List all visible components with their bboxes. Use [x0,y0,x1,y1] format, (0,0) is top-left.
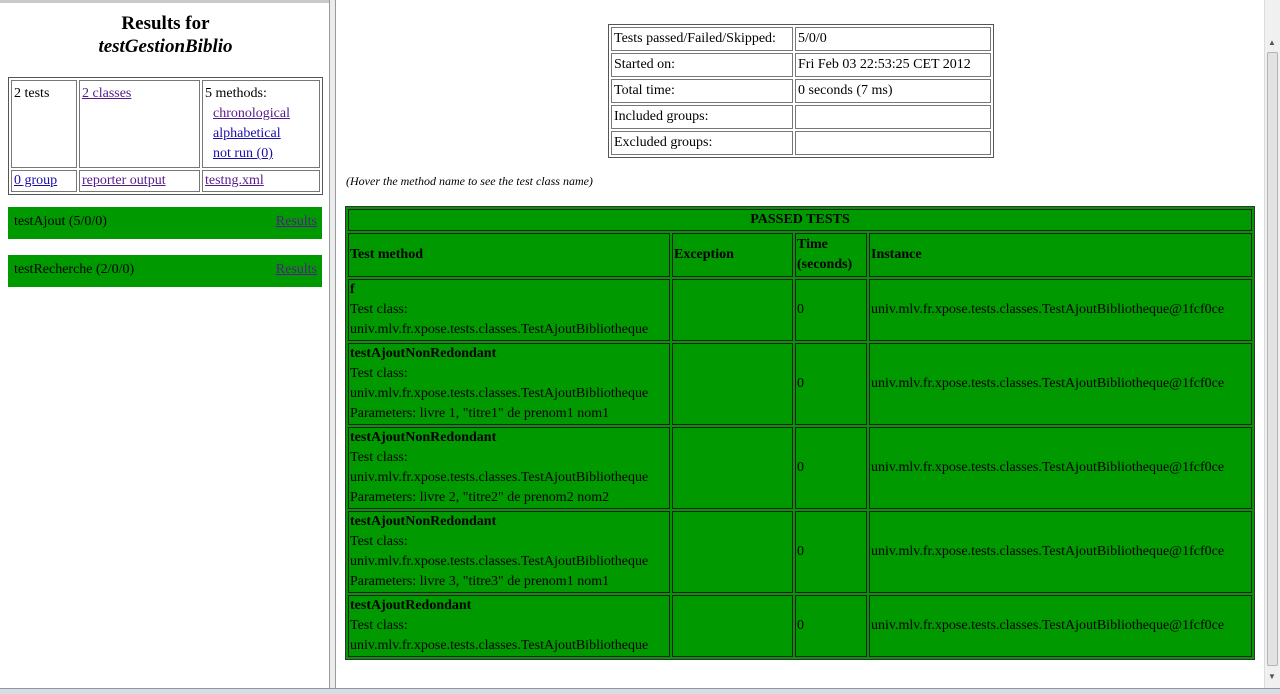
instance-cell: univ.mlv.fr.xpose.tests.classes.TestAjoutBibliotheque@1fcf0ce [869,343,1252,425]
alphabetical-link[interactable]: alphabetical [213,126,281,141]
info-value: Fri Feb 03 22:53:25 CET 2012 [795,53,991,77]
time-cell: 0 [795,279,867,341]
test-class-label: Test class: [350,534,408,549]
test-class-name: univ.mlv.fr.xpose.tests.classes.TestAjoutBibliotheque [350,638,649,653]
test-method-cell [348,511,670,593]
test-class-label: Test class: [350,302,408,317]
info-label: Total time: [611,79,793,103]
test-method-cell [348,595,670,657]
passed-tests-caption: PASSED TESTS [348,209,1252,231]
vertical-scrollbar[interactable] [1264,0,1280,688]
table-row [348,511,1252,593]
exception-cell [672,427,793,509]
test-class-name: univ.mlv.fr.xpose.tests.classes.TestAjoutBibliotheque [350,554,649,569]
suite-name-title: testGestionBiblio [98,36,233,57]
taskbar [0,688,1280,694]
parameters: Parameters: livre 3, "titre3" de prenom1 nom1 [350,574,610,589]
testng-xml-link[interactable]: testng.xml [205,173,264,188]
test-method-cell [348,279,670,341]
time-cell: 0 [795,595,867,657]
time-cell: 0 [795,427,867,509]
scroll-down-arrow-icon[interactable]: ▼ [1268,672,1276,681]
result-rows [348,279,1252,657]
info-label: Tests passed/Failed/Skipped: [611,27,793,51]
info-value [795,131,991,155]
info-row [611,79,991,103]
info-row [611,53,991,77]
method-name[interactable]: testAjoutNonRedondant [350,346,497,361]
summary-table [8,77,323,195]
info-label: Included groups: [611,105,793,129]
right-frame [336,0,1264,688]
test-class-name: univ.mlv.fr.xpose.tests.classes.TestAjoutBibliotheque [350,322,649,337]
test-class-name: univ.mlv.fr.xpose.tests.classes.TestAjoutBibliotheque [350,386,649,401]
hover-note: (Hover the method name to see the test class name) [346,174,593,188]
table-row [348,427,1252,509]
instance-cell: univ.mlv.fr.xpose.tests.classes.TestAjoutBibliotheque@1fcf0ce [869,427,1252,509]
scroll-thumb[interactable] [1267,52,1278,666]
test-class-name: univ.mlv.fr.xpose.tests.classes.TestAjoutBibliotheque [350,470,649,485]
test-method-cell [348,343,670,425]
not-run-link[interactable]: not run (0) [213,146,273,161]
info-row [611,27,991,51]
run-info-table [608,24,994,158]
info-value: 0 seconds (7 ms) [795,79,991,103]
instance-cell: univ.mlv.fr.xpose.tests.classes.TestAjoutBibliotheque@1fcf0ce [869,511,1252,593]
methods-cell [202,80,320,168]
exception-cell [672,511,793,593]
info-label: Started on: [611,53,793,77]
info-row [611,131,991,155]
time-cell: 0 [795,343,867,425]
exception-cell [672,343,793,425]
method-name[interactable]: testAjoutNonRedondant [350,430,497,445]
groups-link[interactable]: 0 group [14,173,58,188]
classes-link[interactable]: 2 classes [82,86,132,101]
info-label: Excluded groups: [611,131,793,155]
passed-tests-table [345,206,1255,660]
reporter-output-link[interactable]: reporter output [82,173,166,188]
info-row [611,105,991,129]
frame-divider[interactable] [329,0,336,688]
time-cell: 0 [795,511,867,593]
tests-count: 2 tests [11,80,77,168]
suite-bar-testrecherche [8,255,322,287]
test-class-label: Test class: [350,450,408,465]
method-name[interactable]: testAjoutNonRedondant [350,514,497,529]
header-time: Time (seconds) [795,233,867,277]
table-row [348,343,1252,425]
table-row [348,595,1252,657]
test-class-label: Test class: [350,618,408,633]
suite-results-link[interactable]: Results [275,262,317,277]
methods-count: 5 methods: [205,86,267,101]
info-value: 5/0/0 [795,27,991,51]
header-exception: Exception [672,233,793,277]
header-test-method: Test method [348,233,670,277]
parameters: Parameters: livre 2, "titre2" de prenom2 nom2 [350,490,610,505]
info-value [795,105,991,129]
results-title: Results for [121,13,210,34]
left-frame [0,0,329,691]
suite-name: testRecherche (2/0/0) [14,262,135,277]
parameters: Parameters: livre 1, "titre1" de prenom1 nom1 [350,406,610,421]
method-name[interactable]: testAjoutRedondant [350,598,472,613]
exception-cell [672,595,793,657]
scroll-up-arrow-icon[interactable]: ▲ [1268,38,1276,47]
table-row [348,279,1252,341]
suite-bar-testajout [8,207,322,239]
instance-cell: univ.mlv.fr.xpose.tests.classes.TestAjoutBibliotheque@1fcf0ce [869,279,1252,341]
chronological-link[interactable]: chronological [213,106,290,121]
header-instance: Instance [869,233,1252,277]
test-class-label: Test class: [350,366,408,381]
instance-cell: univ.mlv.fr.xpose.tests.classes.TestAjoutBibliotheque@1fcf0ce [869,595,1252,657]
exception-cell [672,279,793,341]
suite-name: testAjout (5/0/0) [14,214,107,229]
suite-results-link[interactable]: Results [275,214,317,229]
method-name[interactable]: f [350,282,355,297]
test-method-cell [348,427,670,509]
